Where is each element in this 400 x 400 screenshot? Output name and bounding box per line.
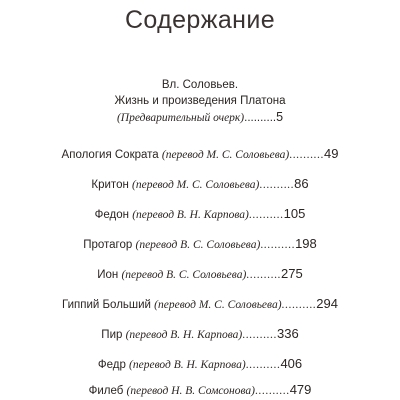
dot-leader: ..........: [254, 385, 290, 397]
toc-entry: [0, 382, 400, 397]
dialogue-title: Федр: [97, 359, 126, 371]
dialogue-title: Ион: [97, 269, 119, 281]
intro-essay-entry: [0, 77, 400, 126]
dialogue-title: Пир: [101, 329, 123, 341]
page-number: 336: [276, 326, 299, 341]
page-number: 275: [281, 266, 303, 281]
translator-note: (перевод М. С. Соловьева): [154, 299, 282, 311]
dot-leader: ..........: [259, 179, 295, 191]
dot-leader: ..........: [281, 299, 317, 311]
translator-note: (перевод В. С. Соловьева): [121, 269, 247, 281]
dot-leader: ..........: [246, 269, 282, 281]
page-number: 406: [280, 356, 303, 371]
dialogue-title: Филеб: [88, 385, 124, 397]
dot-leader: ..........: [260, 239, 296, 251]
translator-note: (перевод Н. В. Сомсонова): [126, 385, 255, 397]
intro-author: Вл. Соловьев.: [161, 79, 239, 91]
toc-entry: [0, 326, 400, 341]
page-number: 105: [283, 206, 306, 221]
translator-note: (перевод В. С. Соловьева): [135, 239, 261, 251]
page-title: Содержание: [124, 6, 276, 34]
intro-title: Жизнь и произведения Платона: [114, 95, 286, 107]
intro-dot-leader: ..........: [244, 112, 277, 124]
translator-note: (перевод М. С. Соловьева): [132, 179, 260, 191]
toc-entry: [0, 266, 400, 281]
toc-entry: [0, 146, 400, 161]
intro-page-number: 5: [276, 110, 284, 124]
dot-leader: ..........: [242, 329, 277, 341]
dot-leader: ..........: [245, 359, 281, 371]
dialogue-title: Критон: [91, 179, 129, 191]
page-number: 294: [316, 296, 338, 311]
dialogue-title: Протагор: [83, 239, 133, 251]
translator-note: (перевод В. Н. Карпова): [132, 209, 249, 221]
toc-entry: [0, 296, 400, 311]
page-number: 198: [295, 236, 317, 251]
translator-note: (перевод В. Н. Карпова): [129, 359, 246, 371]
intro-subtitle: (Предварительный очерк): [116, 112, 245, 124]
page-number: 86: [294, 176, 309, 191]
dialogue-title: Гиппий Больший: [62, 299, 151, 311]
dot-leader: ..........: [289, 149, 324, 161]
dialogue-title: Федон: [94, 209, 130, 221]
translator-note: (перевод В. Н. Карпова): [125, 329, 243, 341]
dot-leader: ..........: [248, 209, 284, 221]
toc-entry: [0, 206, 400, 221]
toc-entry: [0, 236, 400, 251]
toc-entry: [0, 176, 400, 191]
toc-entry: [0, 356, 400, 371]
page-number: 479: [289, 382, 312, 397]
translator-note: (перевод М. С. Соловьева): [161, 149, 290, 161]
intro-subtitle-line: [0, 109, 400, 126]
page-number: 49: [323, 146, 339, 161]
dialogue-title: Апология Сократа: [61, 149, 159, 161]
